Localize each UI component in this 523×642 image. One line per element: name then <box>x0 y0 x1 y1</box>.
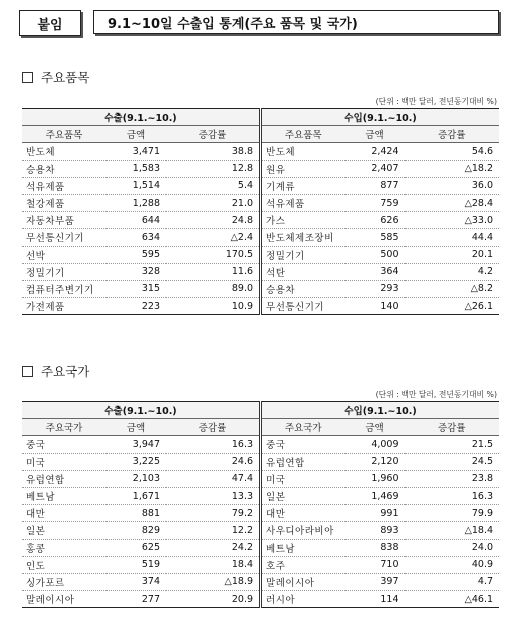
table-row <box>22 298 499 315</box>
col-header-name: 주요품목 <box>261 126 345 143</box>
col-header-name: 주요국가 <box>261 419 345 436</box>
import-name-cell: 정밀기기 <box>261 246 345 263</box>
import-name-cell: 무선통신기기 <box>261 298 345 315</box>
import-name-cell: 러시아 <box>261 591 345 608</box>
export-rate-cell: 47.4 <box>166 470 261 487</box>
checkbox-icon <box>22 366 33 377</box>
import-amount-cell: 759 <box>345 194 405 211</box>
col-header-rate: 증감률 <box>166 419 261 436</box>
export-amount-cell: 519 <box>106 556 166 573</box>
export-rate-cell: 11.6 <box>166 263 261 280</box>
countries-section-label: 주요국가 <box>41 364 90 379</box>
export-name-cell: 승용차 <box>22 160 106 177</box>
import-rate-cell: △8.2 <box>405 280 500 297</box>
export-amount-cell: 374 <box>106 573 166 590</box>
import-rate-cell: 36.0 <box>405 177 500 194</box>
export-amount-cell: 1,514 <box>106 177 166 194</box>
col-header-amount: 금액 <box>106 126 166 143</box>
col-header-rate: 증감률 <box>405 126 500 143</box>
import-amount-cell: 626 <box>345 212 405 229</box>
table-row <box>22 194 499 211</box>
export-amount-cell: 315 <box>106 280 166 297</box>
export-rate-cell: 20.9 <box>166 591 261 608</box>
export-name-cell: 말레이시아 <box>22 591 106 608</box>
export-amount-cell: 1,671 <box>106 487 166 504</box>
items-table <box>22 108 499 315</box>
export-amount-cell: 595 <box>106 246 166 263</box>
col-header-amount: 금액 <box>345 126 405 143</box>
export-name-cell: 대만 <box>22 505 106 522</box>
import-rate-cell: △33.0 <box>405 212 500 229</box>
export-rate-cell: 12.2 <box>166 522 261 539</box>
export-amount-cell: 2,103 <box>106 470 166 487</box>
export-rate-cell: 24.2 <box>166 539 261 556</box>
export-amount-cell: 3,471 <box>106 143 166 160</box>
export-name-cell: 인도 <box>22 556 106 573</box>
items-unit-note: (단위 : 백만 달러, 전년동기대비 %) <box>375 97 497 106</box>
import-amount-cell: 1,960 <box>345 470 405 487</box>
export-name-cell: 중국 <box>22 436 106 453</box>
export-name-cell: 홍콩 <box>22 539 106 556</box>
table-row <box>22 436 499 453</box>
import-name-cell: 가스 <box>261 212 345 229</box>
table-row <box>22 229 499 246</box>
import-name-cell: 사우디아라비아 <box>261 522 345 539</box>
table-row <box>22 522 499 539</box>
export-rate-cell: 24.8 <box>166 212 261 229</box>
import-rate-cell: 24.0 <box>405 539 500 556</box>
table-row <box>22 212 499 229</box>
import-amount-cell: 2,120 <box>345 453 405 470</box>
export-amount-cell: 223 <box>106 298 166 315</box>
items-section-label: 주요품목 <box>41 70 90 85</box>
table-row <box>22 556 499 573</box>
export-name-cell: 자동차부품 <box>22 212 106 229</box>
col-header-rate: 증감률 <box>166 126 261 143</box>
export-rate-cell: △18.9 <box>166 573 261 590</box>
attachment-tag: 붙임 <box>19 10 81 36</box>
table-row <box>22 453 499 470</box>
import-rate-cell: 24.5 <box>405 453 500 470</box>
export-rate-cell: △2.4 <box>166 229 261 246</box>
export-amount-cell: 644 <box>106 212 166 229</box>
import-amount-cell: 893 <box>345 522 405 539</box>
table-row <box>22 246 499 263</box>
import-amount-cell: 877 <box>345 177 405 194</box>
export-amount-cell: 3,225 <box>106 453 166 470</box>
col-header-amount: 금액 <box>106 419 166 436</box>
import-amount-cell: 991 <box>345 505 405 522</box>
import-amount-cell: 500 <box>345 246 405 263</box>
table-row <box>22 280 499 297</box>
table-row <box>22 177 499 194</box>
import-name-cell: 일본 <box>261 487 345 504</box>
checkbox-icon <box>22 72 33 83</box>
import-name-cell: 반도체제조장비 <box>261 229 345 246</box>
import-rate-cell: 44.4 <box>405 229 500 246</box>
table-row <box>22 263 499 280</box>
import-name-cell: 호주 <box>261 556 345 573</box>
import-rate-cell: 40.9 <box>405 556 500 573</box>
table-row <box>22 143 499 160</box>
import-rate-cell: 4.7 <box>405 573 500 590</box>
import-rate-cell: △18.2 <box>405 160 500 177</box>
import-amount-cell: 2,407 <box>345 160 405 177</box>
import-name-cell: 기계류 <box>261 177 345 194</box>
import-name-cell: 말레이시아 <box>261 573 345 590</box>
export-rate-cell: 10.9 <box>166 298 261 315</box>
export-rate-cell: 16.3 <box>166 436 261 453</box>
export-name-cell: 컴퓨터주변기기 <box>22 280 106 297</box>
export-amount-cell: 1,288 <box>106 194 166 211</box>
export-name-cell: 가전제품 <box>22 298 106 315</box>
import-rate-cell: △28.4 <box>405 194 500 211</box>
countries-section-title <box>22 362 89 380</box>
import-name-cell: 베트남 <box>261 539 345 556</box>
col-header-name: 주요품목 <box>22 126 106 143</box>
import-name-cell: 반도체 <box>261 143 345 160</box>
table-row <box>22 470 499 487</box>
import-header: 수입(9.1.~10.) <box>261 402 500 419</box>
import-name-cell: 중국 <box>261 436 345 453</box>
export-header: 수출(9.1.~10.) <box>22 402 261 419</box>
export-name-cell: 베트남 <box>22 487 106 504</box>
import-amount-cell: 4,009 <box>345 436 405 453</box>
col-header-name: 주요국가 <box>22 419 106 436</box>
table-row <box>22 573 499 590</box>
export-name-cell: 미국 <box>22 453 106 470</box>
import-name-cell: 석유제품 <box>261 194 345 211</box>
export-amount-cell: 277 <box>106 591 166 608</box>
export-amount-cell: 625 <box>106 539 166 556</box>
import-rate-cell: 20.1 <box>405 246 500 263</box>
import-rate-cell: △18.4 <box>405 522 500 539</box>
import-amount-cell: 1,469 <box>345 487 405 504</box>
export-name-cell: 유럽연합 <box>22 470 106 487</box>
countries-table <box>22 401 499 608</box>
page-header <box>19 10 499 36</box>
export-name-cell: 반도체 <box>22 143 106 160</box>
export-rate-cell: 21.0 <box>166 194 261 211</box>
import-header: 수입(9.1.~10.) <box>261 109 500 126</box>
export-rate-cell: 89.0 <box>166 280 261 297</box>
import-rate-cell: 23.8 <box>405 470 500 487</box>
export-amount-cell: 3,947 <box>106 436 166 453</box>
import-amount-cell: 293 <box>345 280 405 297</box>
export-name-cell: 석유제품 <box>22 177 106 194</box>
export-rate-cell: 170.5 <box>166 246 261 263</box>
table-row <box>22 591 499 608</box>
export-rate-cell: 5.4 <box>166 177 261 194</box>
import-amount-cell: 114 <box>345 591 405 608</box>
table-row <box>22 539 499 556</box>
import-amount-cell: 397 <box>345 573 405 590</box>
table-row <box>22 505 499 522</box>
import-amount-cell: 585 <box>345 229 405 246</box>
import-name-cell: 대만 <box>261 505 345 522</box>
countries-unit-note: (단위 : 백만 달러, 전년동기대비 %) <box>375 390 497 399</box>
import-name-cell: 유럽연합 <box>261 453 345 470</box>
export-amount-cell: 328 <box>106 263 166 280</box>
import-amount-cell: 2,424 <box>345 143 405 160</box>
export-rate-cell: 79.2 <box>166 505 261 522</box>
import-rate-cell: 16.3 <box>405 487 500 504</box>
export-rate-cell: 12.8 <box>166 160 261 177</box>
items-section-title <box>22 68 89 86</box>
export-rate-cell: 18.4 <box>166 556 261 573</box>
export-name-cell: 선박 <box>22 246 106 263</box>
export-amount-cell: 634 <box>106 229 166 246</box>
export-amount-cell: 1,583 <box>106 160 166 177</box>
table-row <box>22 487 499 504</box>
import-rate-cell: 54.6 <box>405 143 500 160</box>
export-amount-cell: 881 <box>106 505 166 522</box>
export-name-cell: 철강제품 <box>22 194 106 211</box>
import-name-cell: 승용차 <box>261 280 345 297</box>
export-name-cell: 싱가포르 <box>22 573 106 590</box>
col-header-amount: 금액 <box>345 419 405 436</box>
page-title: 9.1~10일 수출입 통계(주요 품목 및 국가) <box>93 10 499 34</box>
import-amount-cell: 710 <box>345 556 405 573</box>
import-amount-cell: 364 <box>345 263 405 280</box>
import-name-cell: 원유 <box>261 160 345 177</box>
import-rate-cell: △46.1 <box>405 591 500 608</box>
import-rate-cell: 4.2 <box>405 263 500 280</box>
export-amount-cell: 829 <box>106 522 166 539</box>
import-name-cell: 미국 <box>261 470 345 487</box>
export-header: 수출(9.1.~10.) <box>22 109 261 126</box>
import-rate-cell: △26.1 <box>405 298 500 315</box>
table-row <box>22 160 499 177</box>
import-amount-cell: 140 <box>345 298 405 315</box>
export-name-cell: 무선통신기기 <box>22 229 106 246</box>
import-amount-cell: 838 <box>345 539 405 556</box>
import-rate-cell: 21.5 <box>405 436 500 453</box>
export-name-cell: 일본 <box>22 522 106 539</box>
import-name-cell: 석탄 <box>261 263 345 280</box>
export-rate-cell: 38.8 <box>166 143 261 160</box>
export-name-cell: 정밀기기 <box>22 263 106 280</box>
export-rate-cell: 24.6 <box>166 453 261 470</box>
export-rate-cell: 13.3 <box>166 487 261 504</box>
import-rate-cell: 79.9 <box>405 505 500 522</box>
col-header-rate: 증감률 <box>405 419 500 436</box>
